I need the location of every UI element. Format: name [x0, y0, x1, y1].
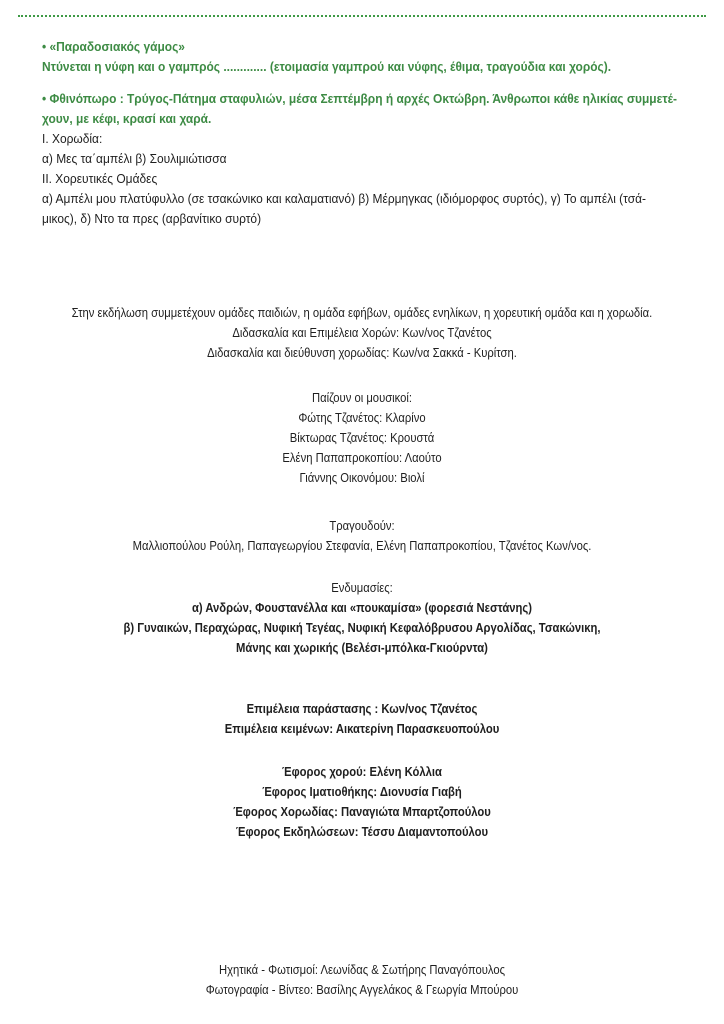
- singers-list: Μαλλιοπούλου Ρούλη, Παπαγεωργίου Στεφανία, Ελένη Παπαπροκοπίου, Τζανέτος Κων/νος.: [132, 539, 592, 553]
- choir-songs: α) Μες τα΄αμπέλι β) Σουλιμιώτισσα: [42, 151, 227, 166]
- production-credit: Επιμέλεια παράστασης : Κων/νος Τζανέτος: [246, 702, 478, 716]
- autumn-description-line2: χουν, με κέφι, κρασί και χαρά.: [42, 111, 212, 126]
- autumn-description-line1: • Φθινόπωρο : Τρύγος-Πάτημα σταφυλιών, μέσα Σεπτέμβρη ή αρχές Οκτώβρη. Άνθρωποι κάθε ηλικίας συμμετέ-: [42, 91, 678, 106]
- dance-groups-line2: μικος), δ) Ντο τα πρες (αρβανίτικο συρτό): [42, 211, 262, 226]
- musician-item: Φώτης Τζανέτος: Κλαρίνο: [298, 411, 426, 425]
- dance-teaching-credit: Διδασκαλία και Επιμέλεια Χορών: Κων/νος Τζανέτος: [232, 326, 492, 340]
- musician-item: Βίκτωρας Τζανέτος: Κρουστά: [289, 431, 435, 445]
- steward-item: Έφορος Χορωδίας: Παναγιώτα Μπαρτζοπούλου: [233, 805, 491, 819]
- footer-credits: [0, 960, 724, 1000]
- singers-heading: Τραγουδούν:: [329, 519, 395, 533]
- dotted-top-border: [18, 15, 706, 17]
- wedding-description: Ντύνεται η νύφη και ο γαμπρός ............. (ετοιμασία γαμπρού και νύφης, έθιμα, τραγούδια και χορός).: [42, 59, 612, 74]
- choir-teaching-credit: Διδασκαλία και διεύθυνση χορωδίας: Κων/να Σακκά - Κυρίτση.: [207, 346, 517, 360]
- musician-item: Ελένη Παπαπροκοπίου: Λαούτο: [282, 451, 442, 465]
- wedding-title: • «Παραδοσιακός γάμος»: [42, 39, 185, 54]
- costume-item: β) Γυναικών, Περαχώρας, Νυφική Τεγέας, Νυφική Κεφαλόβρυσου Αργολίδας, Τσακώνικη,: [123, 621, 601, 635]
- photo-video-credit: Φωτογραφία - Βίντεο: Βασίλης Αγγελάκος & Γεωργία Μπούρου: [205, 983, 519, 997]
- credits-block: [0, 303, 724, 842]
- steward-item: Έφορος Ιματιοθήκης: Διονυσία Γιαβή: [262, 785, 462, 799]
- dance-groups-line1: α) Αμπέλι μου πλατύφυλλο (σε τσακώνικο και καλαματιανό) β) Μέρμηγκας (ιδιόμορφος συρτός), γ) Το αμπέλι (τσά-: [42, 191, 646, 206]
- texts-credit: Επιμέλεια κειμένων: Αικατερίνη Παρασκευοπούλου: [224, 722, 500, 736]
- musicians-heading: Παίζουν οι μουσικοί:: [311, 391, 413, 405]
- musician-item: Γιάννης Οικονόμου: Βιολί: [299, 471, 425, 485]
- costume-item: Μάνης και χωρικής (Βελέσι-μπόλκα-Γκιούρντα): [236, 641, 488, 655]
- participants-text: Στην εκδήλωση συμμετέχουν ομάδες παιδιών, η ομάδα εφήβων, ομάδες ενηλίκων, η χορευτική ομάδα και η χορωδία.: [71, 306, 653, 320]
- steward-item: Έφορος χορού: Ελένη Κόλλια: [282, 765, 442, 779]
- sound-lights-credit: Ηχητικά - Φωτισμοί: Λεωνίδας & Σωτήρης Παναγόπουλος: [218, 963, 506, 977]
- steward-item: Έφορος Εκδηλώσεων: Τέσσυ Διαμαντοπούλου: [235, 825, 489, 839]
- costume-item: α) Ανδρών, Φουστανέλλα και «πουκαμίσα» (φορεσιά Νεστάνης): [191, 601, 533, 615]
- choir-heading: Ι. Χορωδία:: [42, 131, 103, 146]
- costumes-heading: Ενδυμασίες:: [331, 581, 393, 595]
- program-sections: [42, 37, 682, 229]
- dance-groups-heading: ΙΙ. Χορευτικές Ομάδες: [42, 171, 158, 186]
